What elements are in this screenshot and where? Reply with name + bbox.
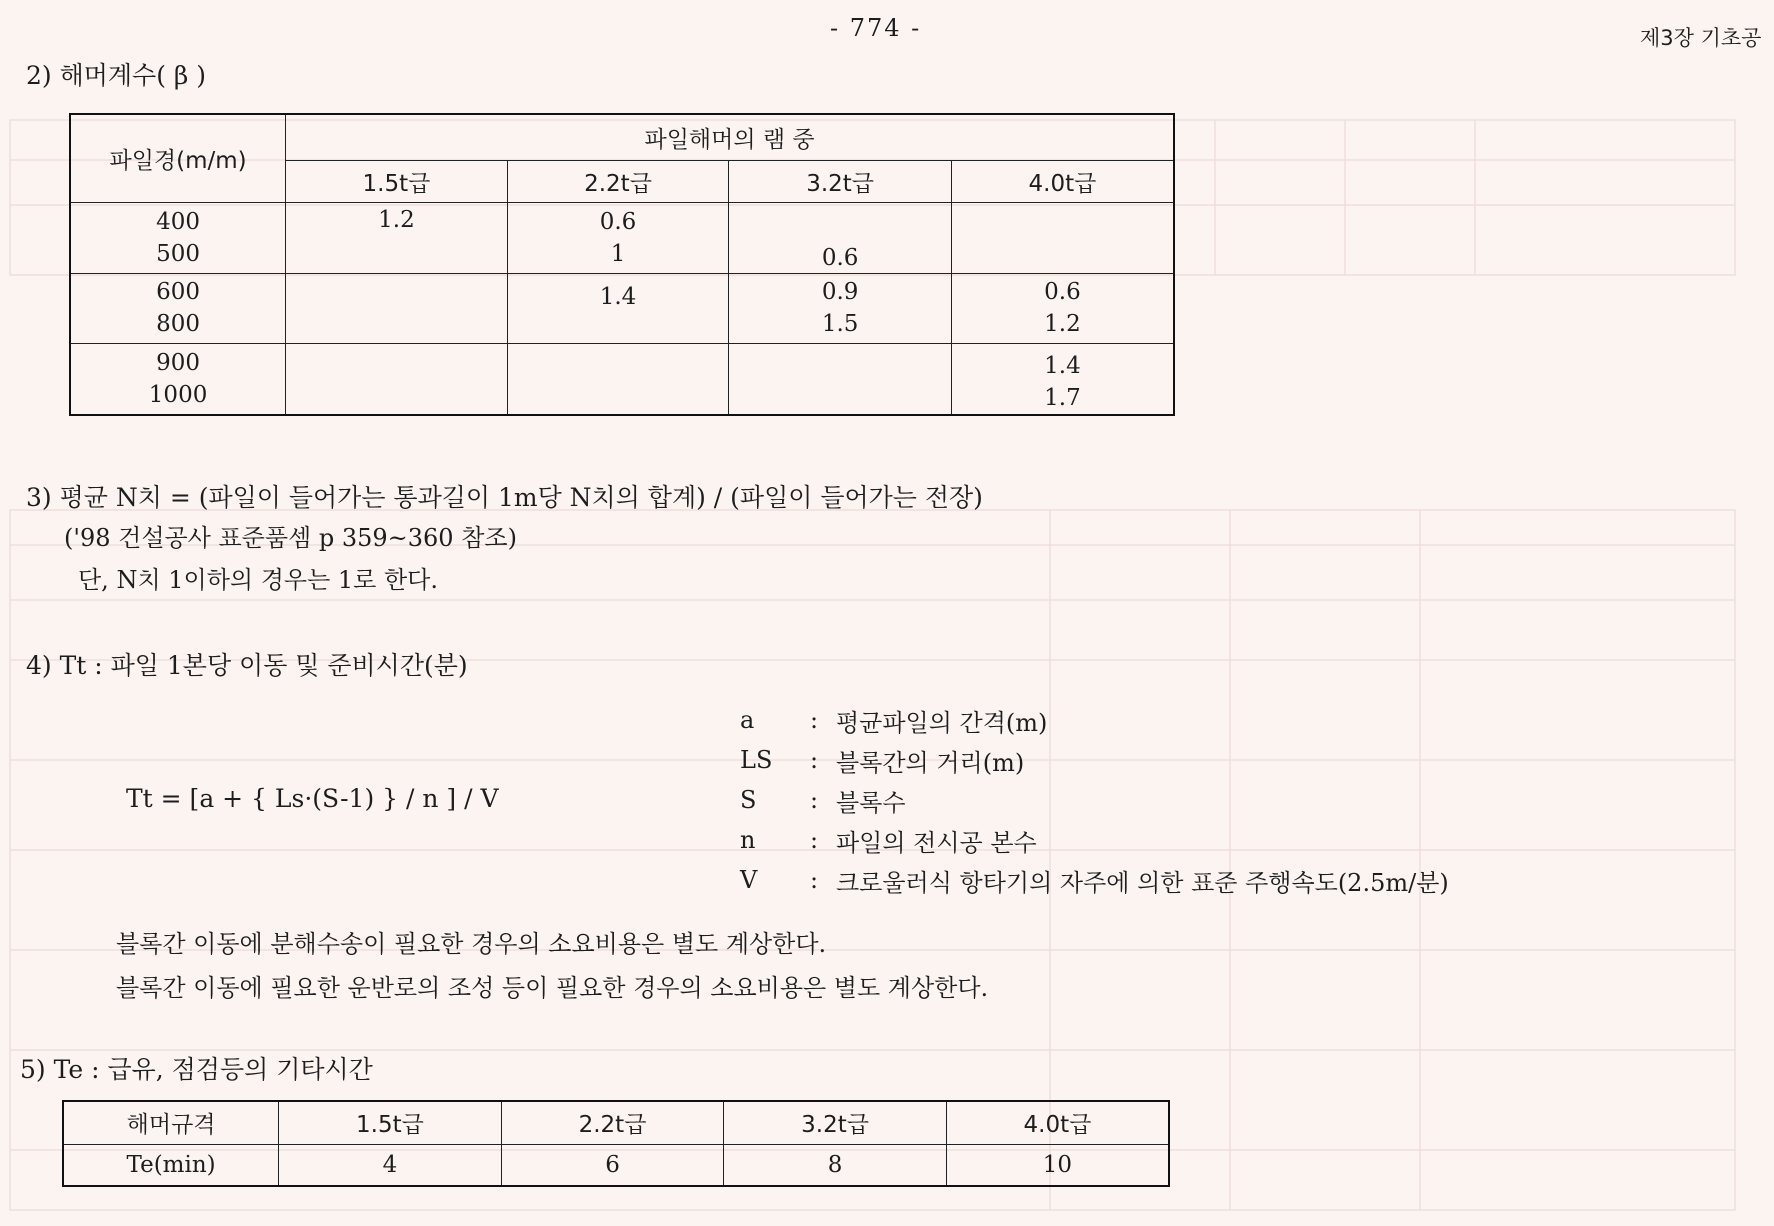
reference-note: ('98 건설공사 표준품셈 p 359~360 참조) (64, 524, 517, 552)
coefficient-value: 1.2 (378, 206, 415, 233)
column-header: 2.2t급 (501, 1101, 724, 1144)
table-row (63, 1144, 1169, 1186)
table-row (70, 343, 1174, 415)
coefficient-value: 1.4 (1044, 352, 1081, 379)
variable-symbol: a (740, 706, 755, 734)
variable-description: 크로울러식 항타기의 자주에 의한 표준 주행속도(2.5m/분) (836, 868, 1449, 897)
variable-symbol: n (740, 826, 756, 854)
te-value: 8 (724, 1144, 947, 1186)
column-header: 2.2t급 (507, 160, 729, 202)
diameter-value: 600 (156, 279, 201, 305)
table-row (70, 202, 1174, 273)
section-4-heading: 4) Tt : 파일 1본당 이동 및 준비시간(분) (26, 651, 468, 680)
colon: : (810, 826, 819, 854)
variable-description: 블록간의 거리(m) (836, 748, 1025, 777)
coefficient-value: 0.6 (1044, 279, 1081, 305)
coefficient-value: 1.5 (821, 311, 859, 337)
table-row (70, 273, 1174, 343)
condition-note: 단, N치 1이하의 경우는 1로 한다. (78, 566, 438, 594)
coefficient-value: 1.2 (1044, 311, 1081, 337)
colon: : (810, 706, 819, 734)
definition-row (740, 860, 1449, 900)
variable-description: 파일의 전시공 본수 (836, 828, 1037, 857)
diameter-value: 800 (156, 311, 201, 337)
colon: : (810, 746, 819, 774)
te-value: 6 (501, 1144, 724, 1186)
diameter-value: 400 (156, 208, 201, 235)
variable-symbol: V (740, 866, 758, 894)
hammer-coefficient-table (69, 113, 1175, 416)
variable-symbol: LS (740, 746, 773, 774)
diameter-value: 900 (156, 349, 201, 376)
coefficient-value: 0.9 (821, 279, 859, 305)
column-header: 1.5t급 (279, 1101, 502, 1144)
variable-description: 블록수 (836, 788, 906, 817)
column-header: 3.2t급 (724, 1101, 947, 1144)
column-header: 4.0t급 (951, 160, 1174, 202)
coefficient-value: 1.7 (1044, 384, 1081, 411)
definition-row (740, 700, 1449, 740)
diameter-cell (71, 347, 285, 411)
definition-row (740, 820, 1449, 860)
diameter-value: 1000 (148, 381, 208, 408)
definition-row (740, 740, 1449, 780)
column-header: 3.2t급 (729, 160, 952, 202)
section-2-heading: 2) 해머계수( β ) (26, 61, 207, 90)
section-5-heading: 5) Te : 급유, 점검등의 기타시간 (20, 1055, 373, 1084)
note-haul-road: 블록간 이동에 필요한 운반로의 조성 등이 필요한 경우의 소요비용은 별도 계상한다. (116, 974, 989, 1002)
page-number: - 774 - (830, 14, 922, 42)
pile-diameter-header: 파일경(m/m) (70, 114, 286, 202)
definition-row (740, 780, 1449, 820)
chapter-title: 제3장 기초공 (1640, 26, 1762, 50)
variable-symbol: S (740, 786, 757, 814)
variable-definitions (740, 700, 1449, 900)
diameter-cell (71, 276, 285, 340)
other-time-table (62, 1100, 1170, 1187)
tt-formula: Tt = [a + { Ls·(S-1) } / n ] / V (126, 784, 499, 813)
te-value: 10 (946, 1144, 1169, 1186)
coefficient-value: 0.6 (821, 244, 859, 271)
colon: : (810, 866, 819, 894)
column-header: 4.0t급 (946, 1101, 1169, 1144)
ram-weight-header: 파일해머의 램 중 (286, 114, 1174, 160)
note-disassembly-transport: 블록간 이동에 분해수송이 필요한 경우의 소요비용은 별도 계상한다. (116, 930, 827, 958)
coefficient-value: 1.4 (599, 283, 637, 310)
diameter-value: 500 (156, 240, 201, 267)
coefficient-value: 0.6 (599, 208, 637, 235)
te-value: 4 (279, 1144, 502, 1186)
variable-description: 평균파일의 간격(m) (836, 708, 1048, 737)
section-3-heading: 3) 평균 N치 = (파일이 들어가는 통과길이 1m당 N치의 합계) / (파일이 들어가는 전장) (26, 483, 983, 512)
te-row-label: Te(min) (63, 1144, 279, 1186)
column-header: 1.5t급 (286, 160, 508, 202)
diameter-cell (71, 206, 285, 270)
coefficient-value: 1 (610, 240, 626, 267)
hammer-spec-header: 해머규격 (63, 1101, 279, 1144)
colon: : (810, 786, 819, 814)
